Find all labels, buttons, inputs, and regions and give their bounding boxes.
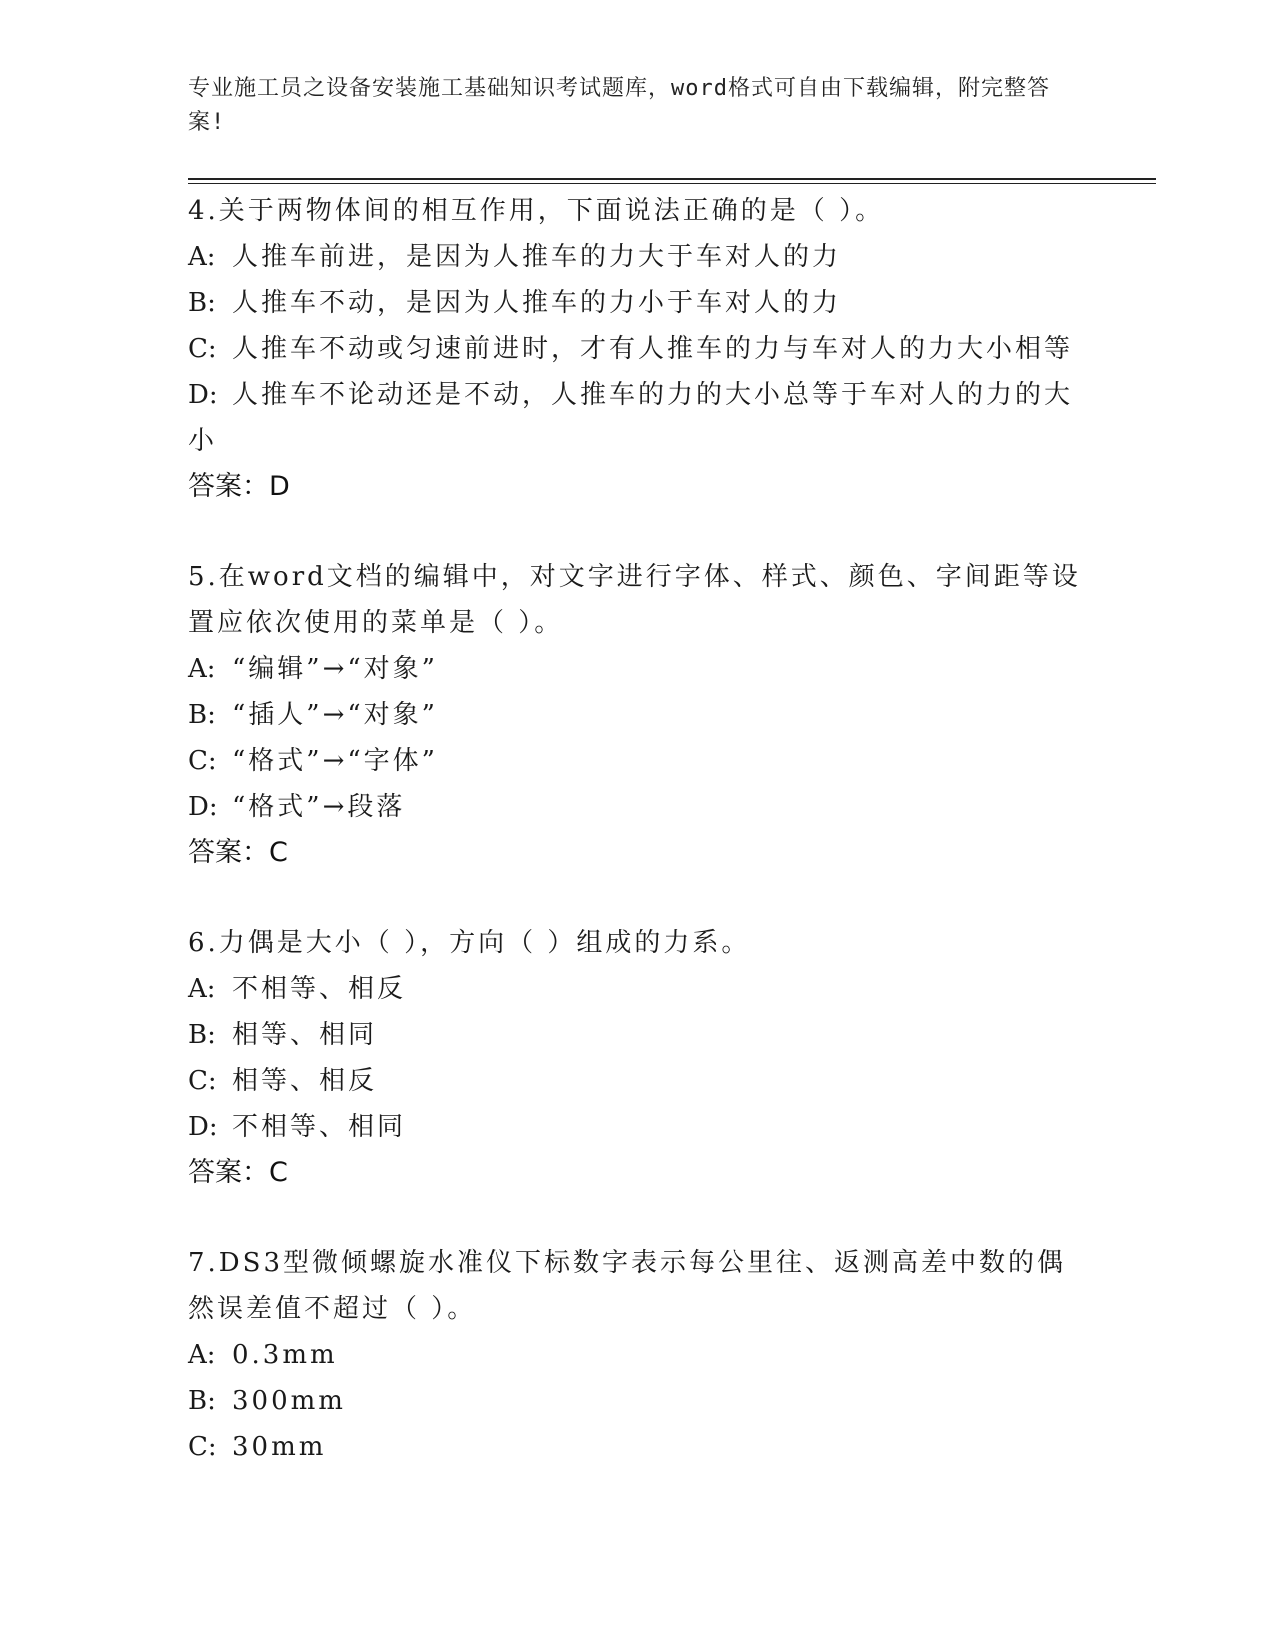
option-key: B:: [188, 700, 216, 730]
option-c: [188, 1058, 1088, 1104]
option-text: 人推车不动，是因为人推车的力小于车对人的力: [232, 288, 842, 318]
option-a: [188, 234, 1088, 280]
option-text: 30mm: [232, 1432, 327, 1462]
option-b: [188, 692, 1088, 738]
answer-line: 答案：D: [188, 471, 290, 502]
option-key: B:: [188, 288, 216, 318]
header-rule-top: [188, 178, 1156, 180]
document-header: 专业施工员之设备安装施工基础知识考试题库，word格式可自由下载编辑，附完整答案!: [188, 76, 1050, 135]
option-key: C:: [188, 1432, 217, 1462]
answer-line: 答案：C: [188, 837, 288, 868]
question-stem: 4.关于两物体间的相互作用，下面说法正确的是（ ）。: [188, 196, 885, 226]
option-text: 0.3mm: [232, 1340, 338, 1370]
option-key: B:: [188, 1020, 216, 1050]
option-text: 不相等、相反: [232, 974, 407, 1004]
option-text: 人推车不动或匀速前进时，才有人推车的力与车对人的力大小相等: [232, 334, 1074, 364]
option-text: 300mm: [232, 1386, 346, 1416]
question-7: [188, 1240, 1088, 1470]
answer-line: 答案：C: [188, 1157, 288, 1188]
option-key: A:: [188, 242, 216, 272]
option-text: “格式”→“字体”: [232, 746, 438, 776]
question-list: [188, 188, 1088, 1514]
question-stem: 6.力偶是大小（ ），方向（ ）组成的力系。: [188, 928, 751, 958]
option-key: A:: [188, 1340, 216, 1370]
option-text: 人推车前进，是因为人推车的力大于车对人的力: [232, 242, 842, 272]
option-key: C:: [188, 334, 217, 364]
option-text: 相等、相反: [232, 1066, 378, 1096]
option-key: A:: [188, 974, 216, 1004]
option-c: [188, 326, 1088, 372]
option-key: A:: [188, 654, 216, 684]
option-text: 相等、相同: [232, 1020, 378, 1050]
option-d: [188, 784, 1088, 830]
option-key: D:: [188, 380, 218, 410]
option-text: 人推车不论动还是不动，人推车的力的大小总等于车对人的力的大小: [188, 380, 1074, 456]
option-key: B:: [188, 1386, 216, 1416]
option-b: [188, 280, 1088, 326]
question-stem: 7.DS3型微倾螺旋水准仪下标数字表示每公里往、返测高差中数的偶然误差值不超过（ ）。: [188, 1248, 1067, 1324]
option-a: [188, 646, 1088, 692]
option-a: [188, 1332, 1088, 1378]
option-d: [188, 372, 1088, 464]
header-rule-bottom: [188, 183, 1156, 184]
option-text: “插人”→“对象”: [232, 700, 438, 730]
option-d: [188, 1104, 1088, 1150]
option-key: D:: [188, 792, 218, 822]
question-5: [188, 554, 1088, 876]
option-text: 不相等、相同: [232, 1112, 407, 1142]
question-4: [188, 188, 1088, 510]
option-c: [188, 1424, 1088, 1470]
option-text: “格式”→段落: [232, 792, 406, 822]
question-6: [188, 920, 1088, 1196]
option-b: [188, 1012, 1088, 1058]
option-key: C:: [188, 1066, 217, 1096]
option-a: [188, 966, 1088, 1012]
option-b: [188, 1378, 1088, 1424]
option-c: [188, 738, 1088, 784]
question-stem: 5.在word文档的编辑中，对文字进行字体、样式、颜色、字间距等设置应依次使用的菜单是（ ）。: [188, 562, 1081, 638]
option-key: D:: [188, 1112, 218, 1142]
option-key: C:: [188, 746, 217, 776]
option-text: “编辑”→“对象”: [232, 654, 438, 684]
